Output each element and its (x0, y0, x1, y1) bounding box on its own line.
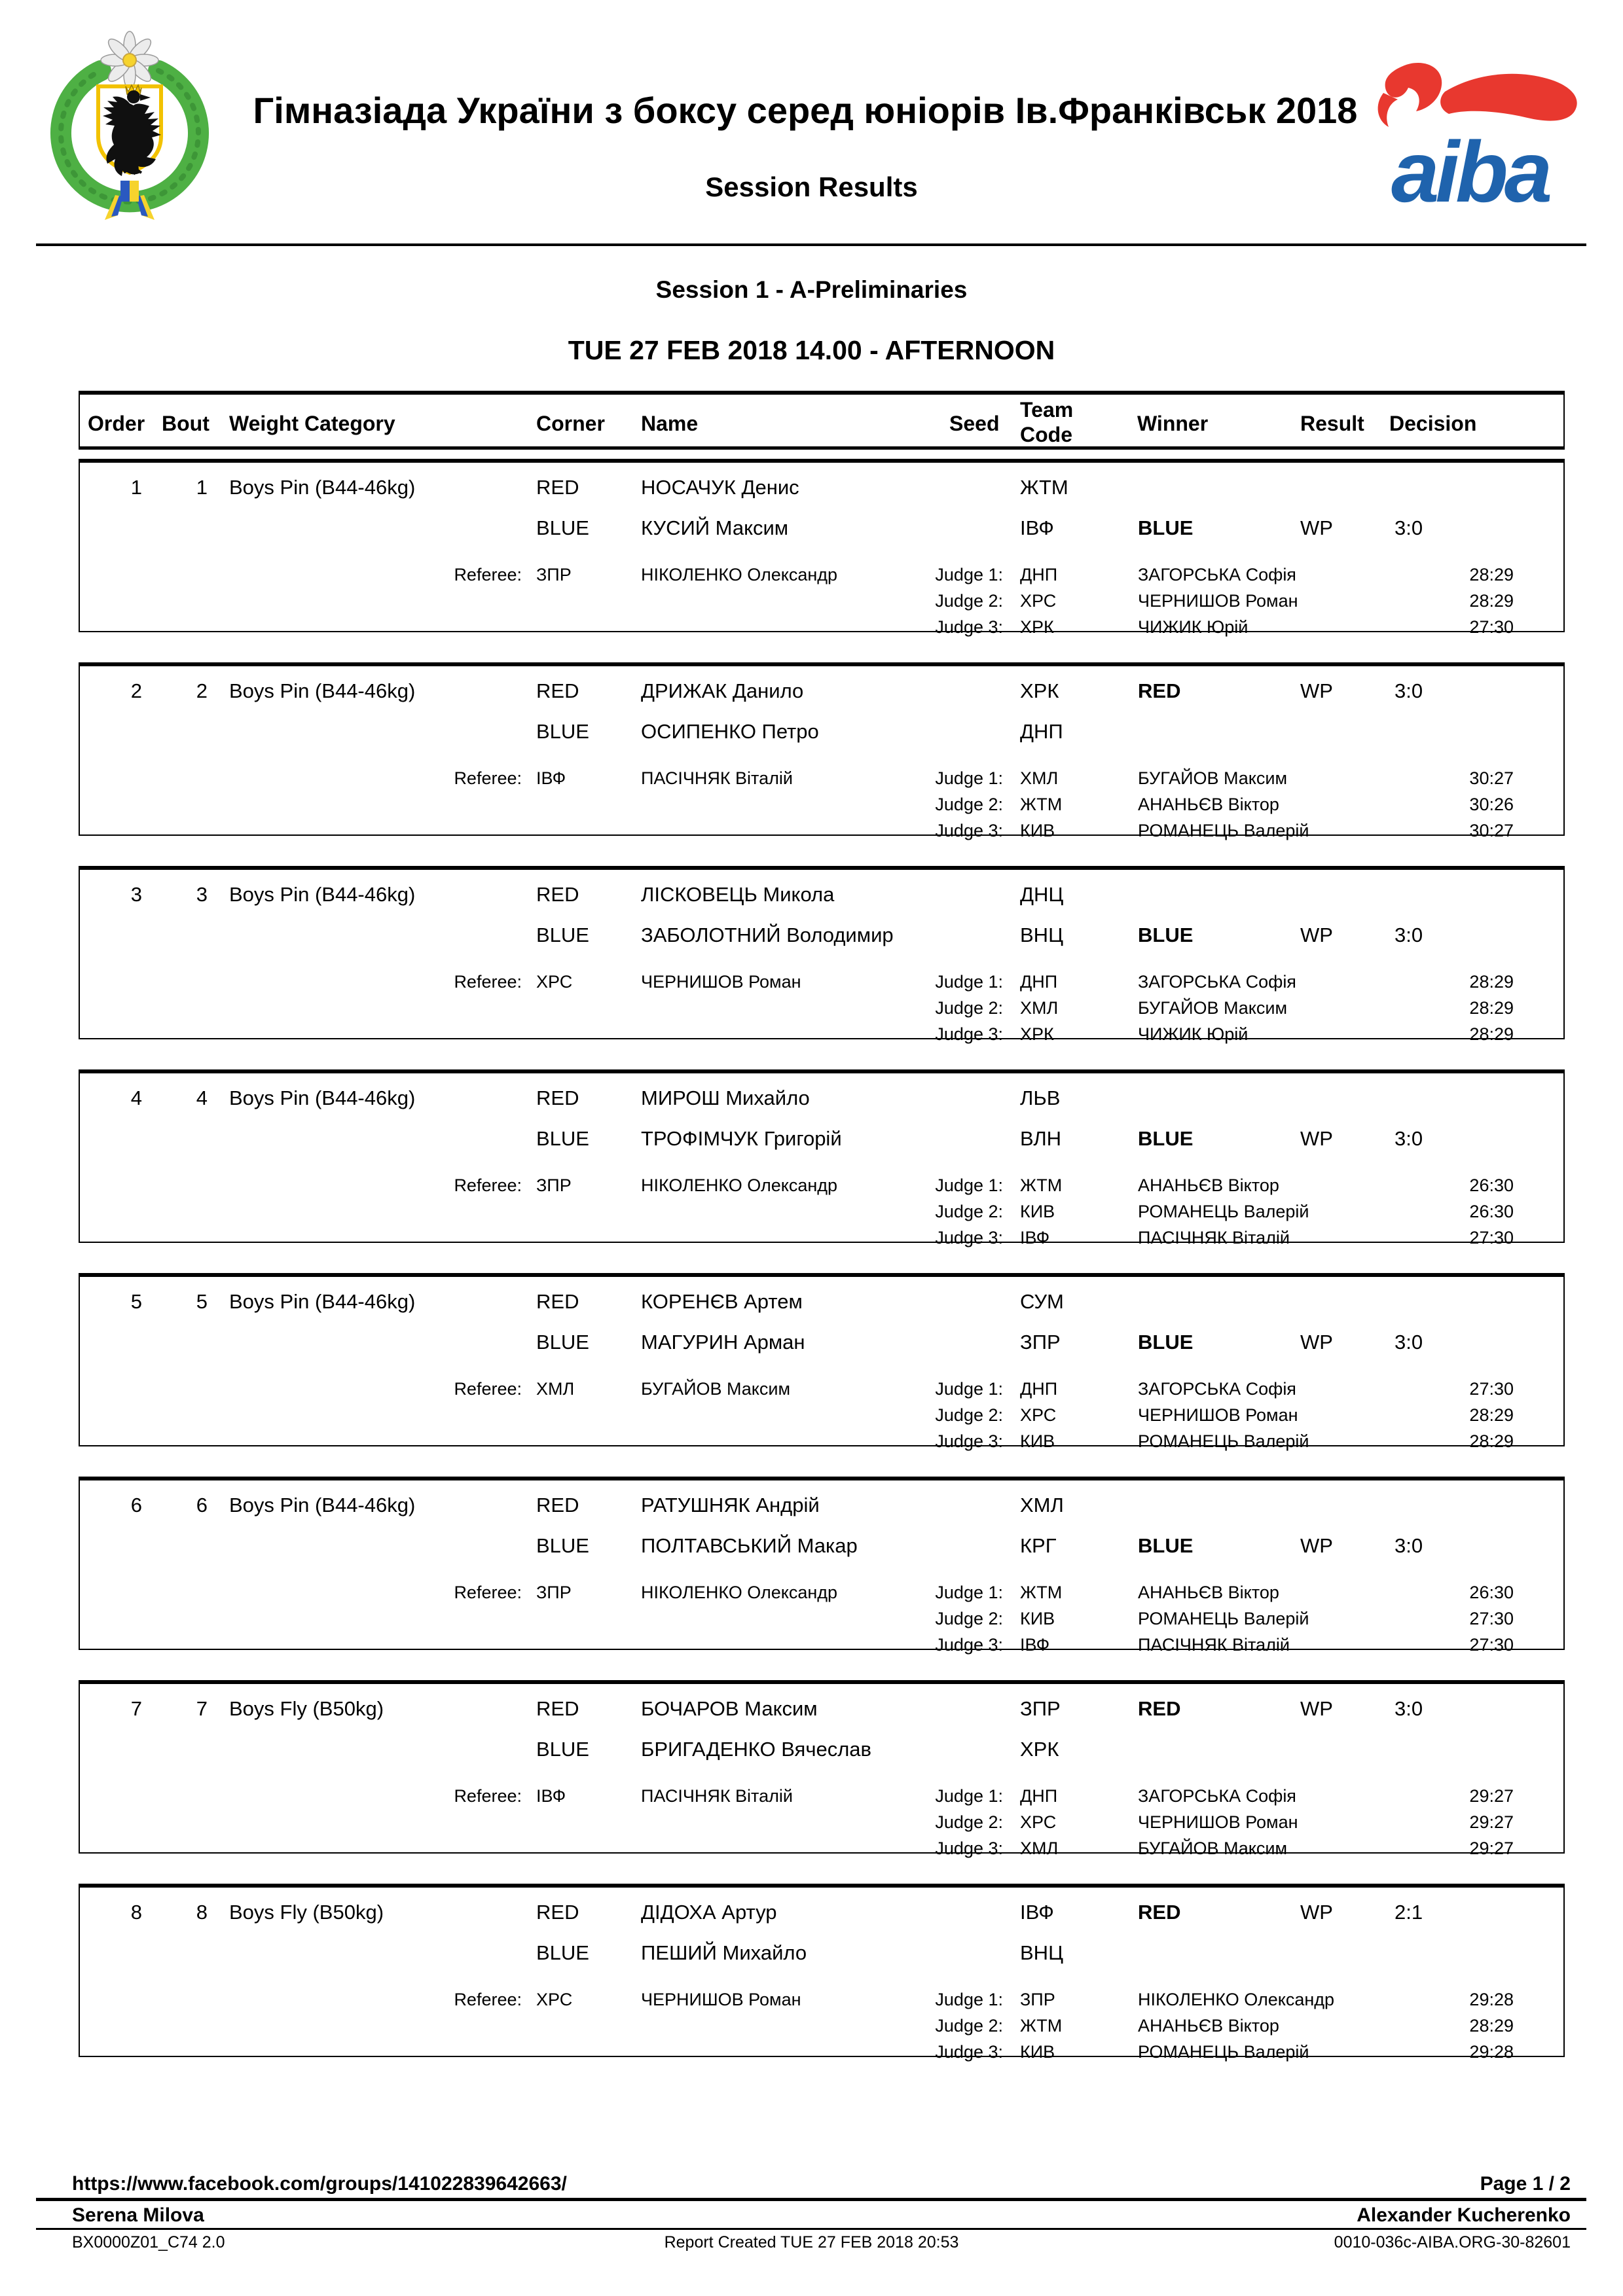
judge-3-label: Judge 3: (935, 1024, 1003, 1044)
blue-corner-label: BLUE (536, 1941, 589, 1964)
facebook-group-link[interactable]: https://www.facebook.com/groups/141022839642663/ (72, 2173, 567, 2195)
judge-2-name: АНАНЬЄВ Віктор (1138, 2016, 1279, 2036)
blue-decision: 3:0 (1395, 516, 1423, 539)
blue-boxer-name: КУСИЙ Максим (641, 516, 789, 539)
referee-label: Referee: (454, 1379, 522, 1399)
judge-3-code: ХМЛ (1020, 1839, 1059, 1858)
red-decision: 3:0 (1395, 1697, 1423, 1720)
red-corner-label: RED (536, 476, 579, 499)
judge-1-score: 30:27 (1469, 768, 1514, 788)
bout-order: 6 (130, 1494, 142, 1516)
judge-1-code: ЖТМ (1020, 1583, 1063, 1602)
judge-3-score: 28:29 (1469, 1024, 1514, 1044)
blue-decision: 3:0 (1395, 1331, 1423, 1354)
session-name: Session 1 - A-Preliminaries (655, 276, 968, 303)
red-corner-label: RED (536, 1901, 579, 1924)
weight-category: Boys Pin (B44-46kg) (229, 1290, 416, 1313)
judge-3-label: Judge 3: (935, 1228, 1003, 1247)
bout-order: 1 (130, 476, 142, 499)
judge-3-name: РОМАНЕЦЬ Валерій (1138, 821, 1309, 840)
referee-code: ЗПР (536, 565, 572, 584)
blue-corner-label: BLUE (536, 1127, 589, 1150)
red-boxer-name: ЛІСКОВЕЦЬ Микола (641, 883, 835, 906)
col-header-name: Name (641, 412, 699, 435)
referee-name: БУГАЙОВ Максим (641, 1379, 791, 1399)
judge-3-code: ХРК (1020, 1024, 1054, 1044)
judge-2-code: ЖТМ (1020, 2016, 1063, 2036)
red-boxer-name: МИРОШ Михайло (641, 1086, 810, 1109)
judge-2-code: ХРС (1020, 1405, 1057, 1425)
judge-3-score: 29:27 (1469, 1839, 1514, 1858)
referee-code: ІВФ (536, 768, 566, 788)
blue-boxer-name: МАГУРИН Арман (641, 1331, 805, 1354)
referee-code: ХРС (536, 1990, 573, 2009)
blue-team-code: ВНЦ (1020, 1941, 1063, 1964)
red-result: WP (1300, 679, 1333, 702)
judge-3-name: БУГАЙОВ Максим (1138, 1839, 1288, 1858)
judge-1-name: ЗАГОРСЬКА Софія (1138, 565, 1296, 584)
red-team-code: ЛЬВ (1020, 1086, 1061, 1109)
blue-winner: BLUE (1138, 1534, 1194, 1557)
referee-name: ПАСІЧНЯК Віталій (641, 1786, 793, 1806)
col-header-weight: Weight Category (229, 412, 395, 435)
judge-2-score: 30:26 (1469, 795, 1514, 814)
blue-team-code: ВНЦ (1020, 924, 1063, 946)
judge-1-name: ЗАГОРСЬКА Софія (1138, 1379, 1296, 1399)
referee-label: Referee: (454, 1175, 522, 1195)
red-corner-label: RED (536, 679, 579, 702)
bout-number: 6 (196, 1494, 208, 1516)
blue-team-code: ДНП (1020, 720, 1063, 743)
judge-1-label: Judge 1: (935, 768, 1003, 788)
judge-2-name: ЧЕРНИШОВ Роман (1138, 1405, 1298, 1425)
document-id: 0010-036c-AIBA.ORG-30-82601 (1334, 2233, 1571, 2251)
bout-number: 3 (196, 883, 208, 906)
judge-2-score: 27:30 (1469, 1609, 1514, 1628)
judge-3-score: 27:30 (1469, 1635, 1514, 1655)
judge-2-label: Judge 2: (935, 1609, 1003, 1628)
col-header-team-code (1020, 397, 1073, 447)
weight-category: Boys Pin (B44-46kg) (229, 883, 416, 906)
blue-winner: BLUE (1138, 1127, 1194, 1150)
weight-category: Boys Fly (B50kg) (229, 1697, 384, 1720)
official-name-left: Serena Milova (72, 2204, 204, 2226)
judge-2-name: РОМАНЕЦЬ Валерій (1138, 1202, 1309, 1221)
referee-name: ЧЕРНИШОВ Роман (641, 1990, 801, 2009)
judge-2-name: РОМАНЕЦЬ Валерій (1138, 1609, 1309, 1628)
judge-1-score: 29:28 (1469, 1990, 1514, 2009)
red-boxer-name: КОРЕНЄВ Артем (641, 1290, 803, 1313)
page-number: Page 1 / 2 (1480, 2173, 1571, 2195)
judge-1-label: Judge 1: (935, 1786, 1003, 1806)
judge-3-label: Judge 3: (935, 617, 1003, 637)
blue-boxer-name: ПОЛТАВСЬКИЙ Макар (641, 1534, 858, 1557)
judge-2-code: КИВ (1020, 1609, 1055, 1628)
referee-label: Referee: (454, 1786, 522, 1806)
col-header-team-line1: Team (1020, 398, 1074, 422)
bout-order: 8 (130, 1901, 142, 1924)
judge-1-name: АНАНЬЄВ Віктор (1138, 1175, 1279, 1195)
judge-3-label: Judge 3: (935, 1635, 1003, 1655)
judge-3-label: Judge 3: (935, 2042, 1003, 2062)
judge-1-label: Judge 1: (935, 565, 1003, 584)
blue-result: WP (1300, 1127, 1333, 1150)
red-team-code: ДНЦ (1020, 883, 1064, 906)
bout-number: 2 (196, 679, 208, 702)
results-table (79, 391, 1565, 2087)
judge-3-name: ПАСІЧНЯК Віталій (1138, 1635, 1290, 1655)
judge-3-name: ЧИЖИК Юрій (1138, 617, 1249, 637)
judge-2-score: 26:30 (1469, 1202, 1514, 1221)
blue-team-code: КРГ (1020, 1534, 1057, 1557)
judge-1-label: Judge 1: (935, 1990, 1003, 2009)
judge-1-label: Judge 1: (935, 1379, 1003, 1399)
header-divider (36, 243, 1586, 246)
referee-label: Referee: (454, 565, 522, 584)
judge-3-label: Judge 3: (935, 1431, 1003, 1451)
judge-2-label: Judge 2: (935, 1405, 1003, 1425)
judge-3-score: 30:27 (1469, 821, 1514, 840)
blue-corner-label: BLUE (536, 720, 589, 743)
judge-1-name: БУГАЙОВ Максим (1138, 768, 1288, 788)
blue-corner-label: BLUE (536, 1331, 589, 1354)
judge-2-label: Judge 2: (935, 795, 1003, 814)
report-subtitle: Session Results (705, 171, 918, 202)
blue-corner-label: BLUE (536, 1738, 589, 1761)
referee-name: НІКОЛЕНКО Олександр (641, 1175, 838, 1195)
judge-3-name: ПАСІЧНЯК Віталій (1138, 1228, 1290, 1247)
blue-corner-label: BLUE (536, 516, 589, 539)
judge-3-code: ІВФ (1020, 1228, 1050, 1247)
judge-1-label: Judge 1: (935, 1583, 1003, 1602)
blue-boxer-name: ЗАБОЛОТНИЙ Володимир (641, 924, 894, 946)
bout-order: 2 (130, 679, 142, 702)
red-boxer-name: НОСАЧУК Денис (641, 476, 799, 499)
judge-2-code: ЖТМ (1020, 795, 1063, 814)
blue-team-code: ЗПР (1020, 1331, 1061, 1354)
bout-number: 1 (196, 476, 208, 499)
blue-team-code: ВЛН (1020, 1127, 1062, 1150)
footer-divider-1 (36, 2198, 1586, 2201)
judge-3-score: 27:30 (1469, 617, 1514, 637)
table-header-row (79, 391, 1565, 450)
judge-1-code: ЖТМ (1020, 1175, 1063, 1195)
red-team-code: ІВФ (1020, 1901, 1054, 1924)
judge-1-score: 26:30 (1469, 1175, 1514, 1195)
red-corner-label: RED (536, 1697, 579, 1720)
blue-boxer-name: ОСИПЕНКО Петро (641, 720, 819, 743)
blue-result: WP (1300, 924, 1333, 946)
blue-team-code: ХРК (1020, 1738, 1059, 1761)
judge-2-label: Judge 2: (935, 1812, 1003, 1832)
judge-1-score: 28:29 (1469, 565, 1514, 584)
col-header-order: Order (88, 412, 145, 435)
blue-corner-label: BLUE (536, 924, 589, 946)
judge-3-score: 27:30 (1469, 1228, 1514, 1247)
col-header-winner: Winner (1137, 412, 1209, 435)
judge-2-name: ЧЕРНИШОВ Роман (1138, 591, 1298, 611)
red-team-code: ЖТМ (1020, 476, 1068, 499)
judge-2-score: 29:27 (1469, 1812, 1514, 1832)
referee-name: ПАСІЧНЯК Віталій (641, 768, 793, 788)
judge-1-name: ЗАГОРСЬКА Софія (1138, 972, 1296, 992)
judge-3-name: РОМАНЕЦЬ Валерій (1138, 1431, 1309, 1451)
weight-category: Boys Pin (B44-46kg) (229, 476, 416, 499)
referee-name: НІКОЛЕНКО Олександр (641, 565, 838, 584)
blue-boxer-name: ТРОФІМЧУК Григорій (641, 1127, 842, 1150)
red-team-code: ЗПР (1020, 1697, 1061, 1720)
bout-number: 7 (196, 1697, 208, 1720)
red-boxer-name: РАТУШНЯК Андрій (641, 1494, 820, 1516)
footer-divider-2 (36, 2228, 1586, 2230)
svg-text:aiba: aiba (1391, 124, 1549, 220)
judge-1-code: ДНП (1020, 1379, 1058, 1399)
judge-2-name: БУГАЙОВ Максим (1138, 998, 1288, 1018)
red-corner-label: RED (536, 1494, 579, 1516)
judge-2-code: ХРС (1020, 591, 1057, 611)
bout-number: 4 (196, 1086, 208, 1109)
bouts-list (79, 459, 1565, 2062)
weight-category: Boys Pin (B44-46kg) (229, 1086, 416, 1109)
judge-3-code: КИВ (1020, 821, 1055, 840)
edelweiss-flower-icon (101, 31, 158, 89)
bout-block (79, 459, 1565, 637)
judge-3-label: Judge 3: (935, 821, 1003, 840)
judge-2-score: 28:29 (1469, 591, 1514, 611)
judge-1-label: Judge 1: (935, 1175, 1003, 1195)
judge-1-score: 26:30 (1469, 1583, 1514, 1602)
judge-1-code: ХМЛ (1020, 768, 1059, 788)
bout-order: 5 (130, 1290, 142, 1313)
judge-3-code: ІВФ (1020, 1635, 1050, 1655)
referee-name: ЧЕРНИШОВ Роман (641, 972, 801, 992)
red-result: WP (1300, 1697, 1333, 1720)
referee-label: Referee: (454, 972, 522, 992)
red-corner-label: RED (536, 1086, 579, 1109)
judge-3-code: КИВ (1020, 2042, 1055, 2062)
referee-code: ЗПР (536, 1175, 572, 1195)
red-decision: 2:1 (1395, 1901, 1423, 1924)
referee-label: Referee: (454, 1583, 522, 1602)
red-winner: RED (1138, 1697, 1181, 1720)
judge-3-code: ХРК (1020, 617, 1054, 637)
red-corner-label: RED (536, 1290, 579, 1313)
bout-block (79, 1680, 1565, 1858)
judge-1-score: 29:27 (1469, 1786, 1514, 1806)
red-team-code: ХМЛ (1020, 1494, 1064, 1516)
red-decision: 3:0 (1395, 679, 1423, 702)
judge-1-label: Judge 1: (935, 972, 1003, 992)
judge-3-label: Judge 3: (935, 1839, 1003, 1858)
bout-block (79, 662, 1565, 840)
judge-2-name: АНАНЬЄВ Віктор (1138, 795, 1279, 814)
judge-3-code: КИВ (1020, 1431, 1055, 1451)
blue-corner-label: BLUE (536, 1534, 589, 1557)
referee-name: НІКОЛЕНКО Олександр (641, 1583, 838, 1602)
judge-2-label: Judge 2: (935, 1202, 1003, 1221)
bout-block (79, 1884, 1565, 2062)
blue-winner: BLUE (1138, 1331, 1194, 1354)
red-team-code: СУМ (1020, 1290, 1064, 1313)
blue-boxer-name: ПЕШИЙ Михайло (641, 1941, 807, 1964)
red-boxer-name: БОЧАРОВ Максим (641, 1697, 818, 1720)
judge-1-score: 27:30 (1469, 1379, 1514, 1399)
judge-2-score: 28:29 (1469, 2016, 1514, 2036)
judge-1-name: АНАНЬЄВ Віктор (1138, 1583, 1279, 1602)
blue-decision: 3:0 (1395, 1534, 1423, 1557)
blue-team-code: ІВФ (1020, 516, 1054, 539)
bout-block (79, 1273, 1565, 1451)
judge-1-code: ЗПР (1020, 1990, 1055, 2009)
col-header-result: Result (1300, 412, 1364, 435)
referee-code: ХРС (536, 972, 573, 992)
blue-decision: 3:0 (1395, 1127, 1423, 1150)
red-result: WP (1300, 1901, 1333, 1924)
referee-code: ІВФ (536, 1786, 566, 1806)
bout-number: 8 (196, 1901, 208, 1924)
weight-category: Boys Pin (B44-46kg) (229, 679, 416, 702)
red-team-code: ХРК (1020, 679, 1059, 702)
judge-3-name: ЧИЖИК Юрій (1138, 1024, 1249, 1044)
blue-boxer-name: БРИГАДЕНКО Вячеслав (641, 1738, 872, 1761)
red-boxer-name: ДІДОХА Артур (641, 1901, 777, 1924)
session-schedule: TUE 27 FEB 2018 14.00 - AFTERNOON (568, 335, 1055, 365)
red-corner-label: RED (536, 883, 579, 906)
judge-3-score: 28:29 (1469, 1431, 1514, 1451)
judge-1-score: 28:29 (1469, 972, 1514, 992)
blue-winner: BLUE (1138, 924, 1194, 946)
page-title: Гімназіада України з боксу серед юніорів Ів.Франківськ 2018 (253, 90, 1358, 131)
col-header-team-line2: Code (1020, 423, 1072, 446)
bout-block (79, 1477, 1565, 1655)
referee-label: Referee: (454, 768, 522, 788)
col-header-corner: Corner (536, 412, 605, 435)
judge-3-name: РОМАНЕЦЬ Валерій (1138, 2042, 1309, 2062)
blue-decision: 3:0 (1395, 924, 1423, 946)
blue-result: WP (1300, 1331, 1333, 1354)
judge-2-name: ЧЕРНИШОВ Роман (1138, 1812, 1298, 1832)
judge-2-score: 28:29 (1469, 1405, 1514, 1425)
bout-order: 3 (130, 883, 142, 906)
judge-2-code: ХМЛ (1020, 998, 1059, 1018)
bout-number: 5 (196, 1290, 208, 1313)
report-created-timestamp: Report Created TUE 27 FEB 2018 20:53 (664, 2233, 959, 2251)
judge-2-code: КИВ (1020, 1202, 1055, 1221)
bout-block (79, 1069, 1565, 1247)
judge-2-label: Judge 2: (935, 591, 1003, 611)
blue-result: WP (1300, 516, 1333, 539)
red-boxer-name: ДРИЖАК Данило (641, 679, 804, 702)
weight-category: Boys Fly (B50kg) (229, 1901, 384, 1924)
col-header-seed: Seed (949, 412, 1000, 435)
official-name-right: Alexander Kucherenko (1357, 2204, 1571, 2226)
red-winner: RED (1138, 679, 1181, 702)
judge-2-score: 28:29 (1469, 998, 1514, 1018)
bout-order: 4 (130, 1086, 142, 1109)
judge-1-code: ДНП (1020, 972, 1058, 992)
referee-code: ЗПР (536, 1583, 572, 1602)
blue-result: WP (1300, 1534, 1333, 1557)
col-header-bout: Bout (162, 412, 210, 435)
judge-3-score: 29:28 (1469, 2042, 1514, 2062)
col-header-decision: Decision (1389, 412, 1477, 435)
judge-1-name: ЗАГОРСЬКА Софія (1138, 1786, 1296, 1806)
bout-block (79, 866, 1565, 1044)
judge-2-label: Judge 2: (935, 2016, 1003, 2036)
red-winner: RED (1138, 1901, 1181, 1924)
weight-category: Boys Pin (B44-46kg) (229, 1494, 416, 1516)
judge-1-name: НІКОЛЕНКО Олександр (1138, 1990, 1335, 2009)
judge-1-code: ДНП (1020, 565, 1058, 584)
judge-1-code: ДНП (1020, 1786, 1058, 1806)
blue-winner: BLUE (1138, 516, 1194, 539)
bout-order: 7 (130, 1697, 142, 1720)
document-code: BX0000Z01_C74 2.0 (72, 2233, 225, 2251)
judge-2-code: ХРС (1020, 1812, 1057, 1832)
referee-label: Referee: (454, 1990, 522, 2009)
referee-code: ХМЛ (536, 1379, 575, 1399)
judge-2-label: Judge 2: (935, 998, 1003, 1018)
